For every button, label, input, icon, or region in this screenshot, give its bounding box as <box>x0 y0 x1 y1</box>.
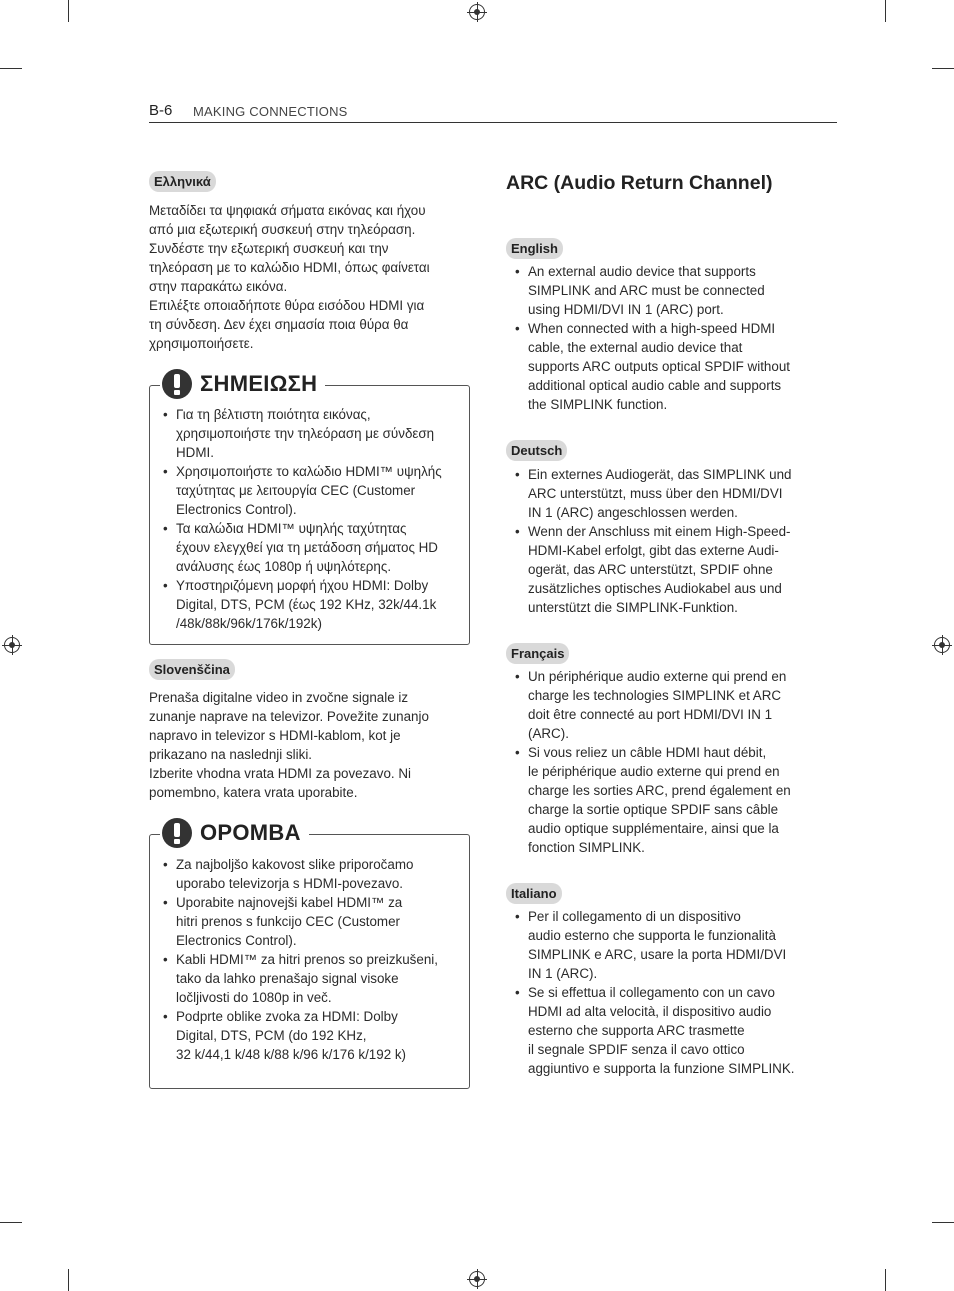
list-item: • When connected with a high-speed HDMI cable, the external audio device that supports ARC outputs optical SPDIF without additional optical audio cable and supports the SIMPLINK function. <box>515 319 825 414</box>
list-item: • Per il collegamento di un dispositivo audio esterno che supporta le funzionalità SIMPLINK e ARC, usare la porta HDMI/DVI IN 1 (ARC). <box>515 907 825 983</box>
lang-label-english: English <box>506 238 563 259</box>
page-number: B-6 <box>149 102 173 119</box>
note-title: OPOMBA <box>200 820 301 845</box>
list-item: • Τα καλώδια HDMI™ υψηλής ταχύτητας έχουν ελεγχθεί για τη μετάδοση σήματος HD ανάλυσης έως 1080p ή υψηλότερης. <box>163 519 463 576</box>
crop-mark <box>885 1269 886 1291</box>
registration-mark-icon <box>934 637 950 653</box>
italiano-list <box>515 907 825 1078</box>
list-item: • Un périphérique audio externe qui prend en charge les technologies SIMPLINK et ARC doit être connecté au port HDMI/DVI IN 1 (ARC). <box>515 667 825 743</box>
exclamation-icon <box>162 818 192 848</box>
lang-label-greek: Ελληνικά <box>149 171 216 192</box>
list-item: • Uporabite najnovejši kabel HDMI™ za hitri prenos s funkcijo CEC (Customer Electronics Control). <box>163 893 463 950</box>
registration-mark-icon <box>469 1271 485 1287</box>
list-item: • Se si effettua il collegamento con un cavo HDMI ad alta velocità, il dispositivo audio esterno che supporta ARC trasmette il segnale SPDIF senza il cavo ottico aggiuntivo e supporta la funzione SIMPLINK. <box>515 983 825 1078</box>
deutsch-list <box>515 465 825 617</box>
exclamation-icon <box>162 369 192 399</box>
greek-note-list <box>163 405 463 633</box>
crop-mark <box>885 0 886 22</box>
crop-mark <box>68 0 69 22</box>
list-item: • An external audio device that supports SIMPLINK and ARC must be connected using HDMI/DVI IN 1 (ARC) port. <box>515 262 825 319</box>
greek-paragraph: Μεταδίδει τα ψηφιακά σήματα εικόνας και ήχου από μια εξωτερική συσκευή στην τηλεόραση. Συνδέστε την εξωτερική συσκευή και την τηλεόραση με το καλώδιο HDMI, όπως φαίνεται στην παρακάτω εικόνα. Επιλέξτε οποιαδήποτε θύρα εισόδου HDMI για τη σύνδεση. Δεν έχει σημασία ποια θύρα θα χρησιμοποιήσετε. <box>149 203 430 351</box>
crop-mark <box>0 1222 22 1223</box>
slovenian-paragraph: Prenaša digitalne video in zvočne signale iz zunanje naprave na televizor. Povežite zunanjo napravo in televizor s HDMI-kablom, kot je prikazano na naslednji sliki. Izberite vhodna vrata HDMI za povezavo. Ni pomembno, katera vrata uporabite. <box>149 690 429 800</box>
registration-mark-icon <box>469 4 485 20</box>
francais-list <box>515 667 825 857</box>
lang-label-francais: Français <box>506 643 569 664</box>
note-title: ΣΗΜΕΙΩΣΗ <box>200 371 318 396</box>
section-title: MAKING CONNECTIONS <box>193 104 348 119</box>
english-list <box>515 262 825 414</box>
lang-label-italiano: Italiano <box>506 883 562 904</box>
lang-label-deutsch: Deutsch <box>506 440 567 461</box>
list-item: • Wenn der Anschluss mit einem High-Speed- HDMI-Kabel erfolgt, gibt das externe Audi- ogerät, das ARC unterstützt, SPDIF ohne zusätzliches optisches Audiokabel aus und unterstützt die SIMPLINK-Funktion. <box>515 522 825 617</box>
list-item: • Χρησιμοποιήστε το καλώδιο HDMI™ υψηλής ταχύτητας με λειτουργία CEC (Customer Electronics Control). <box>163 462 463 519</box>
registration-mark-icon <box>4 637 20 653</box>
list-item: • Kabli HDMI™ za hitri prenos so preizkušeni, tako da lahko prenašajo signal visoke ločljivosti do 1080p in več. <box>163 950 463 1007</box>
list-item: • Za najboljšo kakovost slike priporočamo uporabo televizorja s HDMI-povezavo. <box>163 855 463 893</box>
list-item: • Si vous reliez un câble HDMI haut débit, le périphérique audio externe qui prend en charge les sorties ARC, prend également en charge la sortie optique SPDIF sans câble audio optique supplémentaire, ainsi que la fonction SIMPLINK. <box>515 743 825 857</box>
slovenian-note-list <box>163 855 463 1064</box>
section-heading: ARC (Audio Return Channel) <box>506 172 773 194</box>
lang-label-slovenian: Slovenščina <box>149 659 235 680</box>
list-item: • Ein externes Audiogerät, das SIMPLINK und ARC unterstützt, muss über den HDMI/DVI IN 1 (ARC) angeschlossen werden. <box>515 465 825 522</box>
list-item: • Υποστηριζόμενη μορφή ήχου HDMI: Dolby Digital, DTS, PCM (έως 192 KHz, 32k/44.1k /48k/88k/96k/176k/192k) <box>163 576 463 633</box>
list-item: • Για τη βέλτιστη ποιότητα εικόνας, χρησιμοποιήστε την τηλεόραση με σύνδεση HDMI. <box>163 405 463 462</box>
list-item: • Podprte oblike zvoka za HDMI: Dolby Digital, DTS, PCM (do 192 KHz, 32 k/44,1 k/48 k/88 k/96 k/176 k/192 k) <box>163 1007 463 1064</box>
crop-mark <box>932 68 954 69</box>
page-header <box>149 100 837 123</box>
crop-mark <box>932 1222 954 1223</box>
crop-mark <box>68 1269 69 1291</box>
crop-mark <box>0 68 22 69</box>
